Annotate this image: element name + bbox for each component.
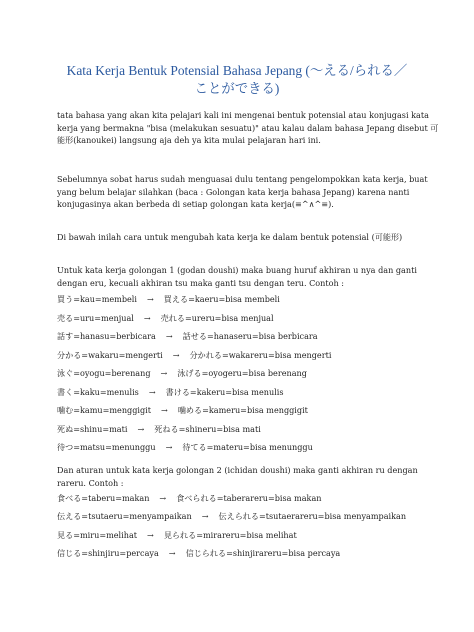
- potential-form: 信じられる=shinjirareru=bisa percaya: [185, 547, 341, 558]
- group1-intro-paragraph: [57, 264, 425, 289]
- dictionary-form: 待つ=matsu=menunggu: [57, 442, 156, 452]
- potential-form: 話せる=hanaseru=bisa berbicara: [182, 331, 318, 341]
- example-row: [57, 547, 340, 559]
- example-row: [57, 386, 284, 398]
- method-line-1: Di bawah inilah cara untuk mengubah kata kerja ke dalam bentuk potensial (可能形): [57, 232, 403, 242]
- group2-intro-line-2: rareru. Contoh :: [57, 477, 124, 488]
- example-row: [57, 349, 331, 361]
- arrow-right-icon: →: [168, 547, 176, 558]
- potential-form: 書ける=kakeru=bisa menulis: [165, 386, 284, 397]
- dictionary-form: 書く=kaku=menulis: [57, 386, 139, 397]
- group2-intro-paragraph: [57, 464, 425, 489]
- dictionary-form: 食べる=taberu=makan: [57, 493, 150, 503]
- group1-intro-line-2: dengan eru, kecuali akhiran tsu maka ganti tsu dengan teru. Contoh :: [57, 277, 345, 288]
- potential-form: 食べられる=taberareru=bisa makan: [176, 493, 322, 503]
- method-paragraph: [57, 231, 425, 244]
- example-row: [57, 423, 261, 435]
- page-title: [40, 62, 434, 98]
- intro-paragraph: [57, 109, 439, 147]
- example-row: [57, 293, 280, 305]
- arrow-right-icon: →: [159, 493, 167, 503]
- arrow-right-icon: →: [161, 405, 168, 415]
- dictionary-form: 泳ぐ=oyogu=berenang: [57, 368, 151, 378]
- dictionary-form: 買う=kau=membeli: [57, 294, 137, 304]
- example-row: [57, 510, 406, 522]
- dictionary-form: 売る=uru=menjual: [57, 312, 134, 323]
- dictionary-form: 分かる=wakaru=mengerti: [57, 349, 163, 360]
- example-row: [57, 404, 308, 416]
- example-row: [57, 367, 307, 379]
- dictionary-form: 噛む=kamu=menggigit: [57, 405, 152, 415]
- potential-form: 分かれる=wakareru=bisa mengerti: [189, 349, 332, 360]
- potential-form: 伝えられる=tsutaerareru=bisa menyampaikan: [218, 511, 407, 522]
- dictionary-form: 見る=miru=melihat: [57, 529, 138, 540]
- arrow-right-icon: →: [172, 349, 180, 360]
- example-row: [57, 441, 313, 453]
- dictionary-form: 信じる=shinjiru=percaya: [57, 547, 159, 558]
- dictionary-form: 話す=hanasu=berbicara: [57, 331, 156, 341]
- intro-line-1: tata bahasa yang akan kita pelajari kali ini mengenai bentuk potensial atau konjugasi kata: [57, 110, 429, 120]
- arrow-right-icon: →: [165, 442, 173, 452]
- group2-intro-line-1: Dan aturan untuk kata kerja golongan 2 (ichidan doushi) maka ganti akhiran ru dengan: [57, 465, 418, 475]
- dictionary-form: 伝える=tsutaeru=menyampaikan: [57, 511, 192, 522]
- potential-form: 見られる=mirareru=bisa melihat: [163, 529, 297, 540]
- prerequisite-line-1: Sebelumnya sobat harus sudah menguasai dulu tentang pengelompokkan kata kerja, buat: [57, 174, 428, 184]
- arrow-right-icon: →: [201, 511, 209, 522]
- title-line-1: Kata Kerja Bentuk Potensial Bahasa Jepang (〜える/られる／: [66, 63, 408, 78]
- group1-intro-line-1: Untuk kata kerja golongan 1 (godan doushi) maka buang huruf akhiran u nya dan ganti: [57, 265, 417, 275]
- prerequisite-line-3: konjugasinya akan berbeda di setiap golongan kata kerja(≡^∧^≡).: [57, 199, 334, 210]
- example-row: [57, 330, 318, 342]
- potential-form: 売れる=ureru=bisa menjual: [160, 312, 274, 323]
- potential-form: 死ねる=shineru=bisa mati: [154, 423, 261, 434]
- prerequisite-paragraph: [57, 173, 428, 211]
- arrow-right-icon: →: [147, 529, 154, 540]
- example-row: [57, 492, 322, 504]
- intro-line-2: kerja yang bermakna "bisa (melakukan sesuatu)" atau kalau dalam bahasa Jepang disebut 可: [57, 122, 439, 133]
- potential-form: 泳げる=oyogeru=bisa berenang: [177, 368, 307, 378]
- example-row: [57, 529, 297, 541]
- arrow-right-icon: →: [160, 368, 168, 378]
- arrow-right-icon: →: [146, 294, 154, 304]
- intro-line-3: 能形(kanoukei) langsung aja deh ya kita mulai pelajaran hari ini.: [57, 135, 321, 146]
- dictionary-form: 死ぬ=shinu=mati: [57, 423, 128, 434]
- potential-form: 噛める=kameru=bisa menggigit: [177, 405, 308, 415]
- prerequisite-line-2: yang belum belajar silahkan (baca : Golongan kata kerja bahasa Jepang) karena nanti: [57, 186, 410, 197]
- potential-form: 待てる=materu=bisa menunggu: [182, 442, 313, 452]
- title-line-2: ことができる): [194, 81, 280, 96]
- arrow-right-icon: →: [143, 312, 151, 323]
- arrow-right-icon: →: [165, 331, 173, 341]
- example-row: [57, 312, 274, 324]
- arrow-right-icon: →: [148, 386, 156, 397]
- arrow-right-icon: →: [137, 423, 145, 434]
- potential-form: 買える=kaeru=bisa membeli: [163, 294, 280, 304]
